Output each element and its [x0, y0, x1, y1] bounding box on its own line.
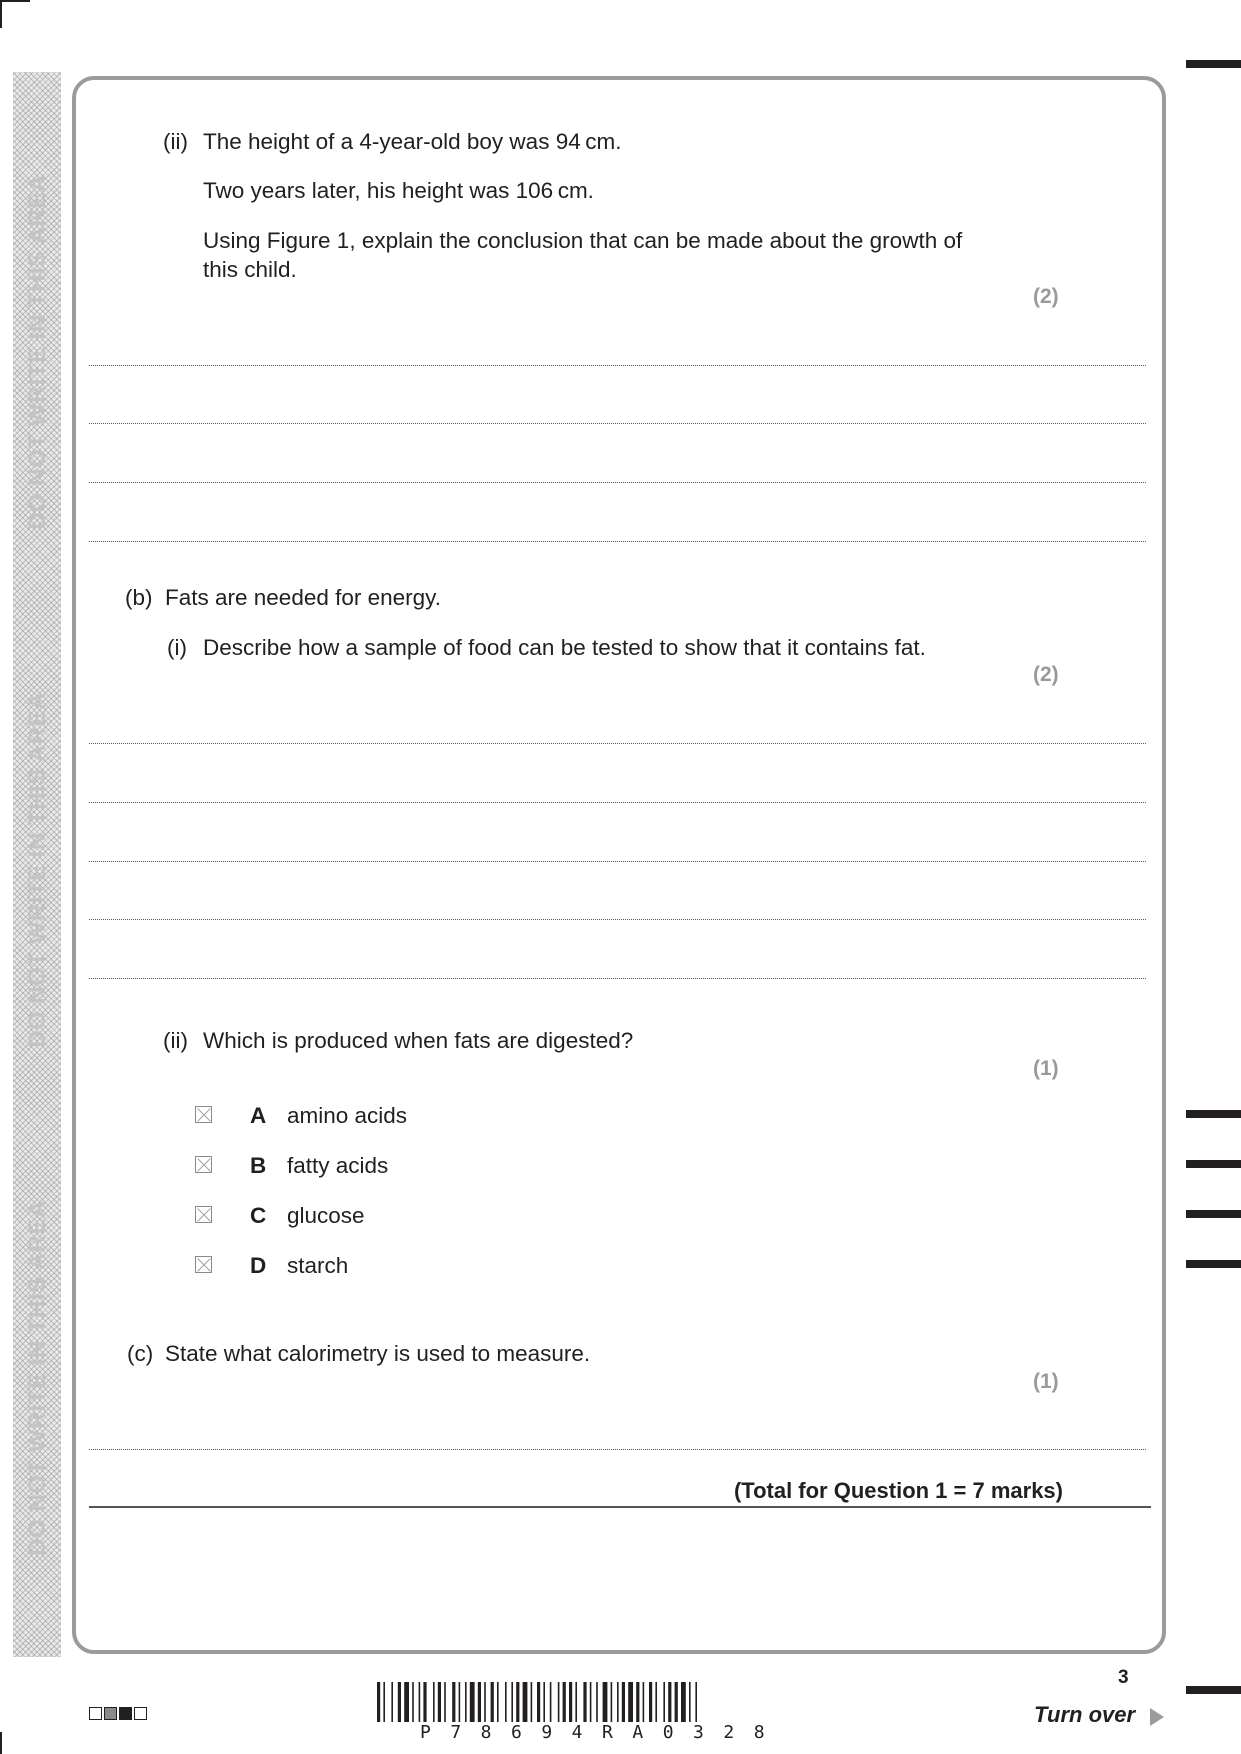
option-c-text: glucose [287, 1203, 365, 1228]
question-total: (Total for Question 1 = 7 marks) [733, 1478, 1063, 1503]
crop-mark-top-horizontal [0, 0, 30, 2]
edge-mark [1186, 1260, 1241, 1268]
answer-line[interactable] [89, 861, 1146, 862]
option-d-checkbox[interactable] [195, 1256, 212, 1273]
answer-line[interactable] [89, 423, 1146, 424]
question-text: this child. [203, 257, 297, 282]
option-b-letter: B [250, 1153, 267, 1178]
barcode-number: P78694RA0328 [420, 1722, 785, 1743]
edge-mark [1186, 1210, 1241, 1218]
turn-over-arrow-icon [1150, 1708, 1164, 1726]
answer-line[interactable] [89, 978, 1146, 979]
marks-label: (2) [1033, 663, 1059, 686]
question-number: (i) [167, 635, 187, 660]
option-a-letter: A [250, 1103, 267, 1128]
option-a-text: amino acids [287, 1103, 408, 1128]
edge-mark [1186, 60, 1241, 68]
option-c-checkbox[interactable] [195, 1206, 212, 1223]
question-text: The height of a 4-year-old boy was 94 cm. [203, 129, 622, 154]
question-text: Fats are needed for energy. [165, 585, 441, 610]
answer-line[interactable] [89, 482, 1146, 483]
barcode [377, 1682, 862, 1722]
edge-mark [1186, 1686, 1241, 1694]
question-number: (b) [125, 585, 153, 610]
page-number: 3 [1118, 1667, 1129, 1688]
answer-line[interactable] [89, 743, 1146, 744]
question-text: Two years later, his height was 106 cm. [203, 178, 594, 203]
option-d-letter: D [250, 1253, 267, 1278]
answer-line[interactable] [89, 802, 1146, 803]
answer-line[interactable] [89, 1449, 1146, 1450]
marks-label: (2) [1033, 285, 1059, 308]
option-c-letter: C [250, 1203, 267, 1228]
edge-mark [1186, 1110, 1241, 1118]
option-a-checkbox[interactable] [195, 1106, 212, 1123]
question-text: Describe how a sample of food can be tested to show that it contains fat. [203, 635, 926, 660]
question-text: State what calorimetry is used to measure. [165, 1341, 591, 1366]
option-d-text: starch [287, 1253, 349, 1278]
answer-line[interactable] [89, 365, 1146, 366]
section-rule [89, 1506, 1151, 1508]
crop-mark-top [0, 0, 2, 28]
question-number: (ii) [163, 129, 188, 154]
answer-frame [72, 76, 1166, 1654]
margin-warning-2: DO NOT WRITE IN THIS AREA [24, 692, 51, 1048]
option-b-text: fatty acids [287, 1153, 389, 1178]
option-b-checkbox[interactable] [195, 1156, 212, 1173]
answer-line[interactable] [89, 541, 1146, 542]
answer-line[interactable] [89, 919, 1146, 920]
margin-warning-1: DO NOT WRITE IN THIS AREA [24, 174, 51, 530]
crop-mark-bottom [0, 1732, 2, 1754]
margin-warning-3: DO NOT WRITE IN THIS AREA [24, 1200, 51, 1556]
question-number: (ii) [163, 1028, 188, 1053]
question-number: (c) [127, 1341, 154, 1366]
turn-over-label: Turn over [1034, 1702, 1136, 1727]
question-text: Which is produced when fats are digested? [203, 1028, 634, 1053]
marks-label: (1) [1033, 1370, 1059, 1393]
question-text: Using Figure 1, explain the conclusion that can be made about the growth of [203, 228, 963, 253]
edge-mark [1186, 1160, 1241, 1168]
marks-label: (1) [1033, 1057, 1059, 1080]
